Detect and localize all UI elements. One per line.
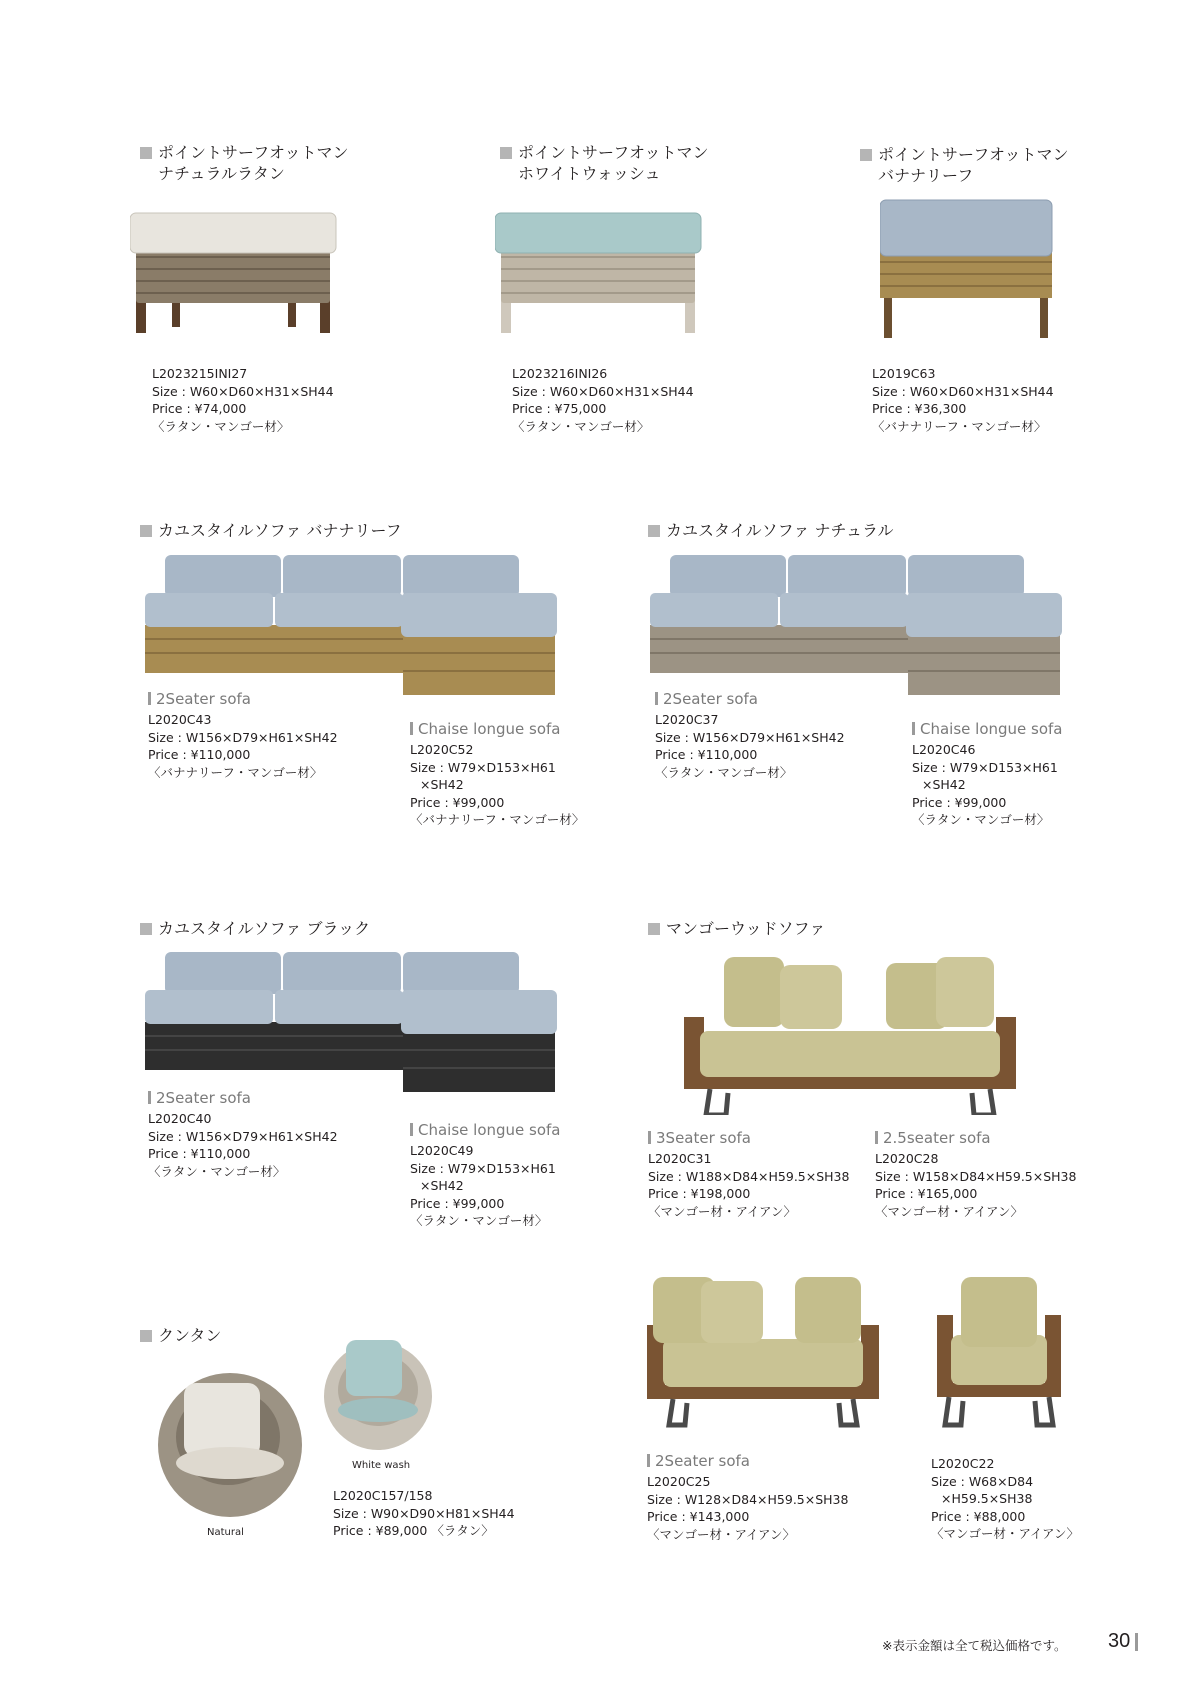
ottoman3-title: ポイントサーフオットマン バナナリーフ xyxy=(860,144,1069,186)
mango-2-5seater-specs: L2020C28 Size : W158×D84×H59.5×SH38 Price : ¥165,000 〈マンゴー材・アイアン〉 xyxy=(875,1151,1077,1219)
kau-natural-2seater-specs: L2020C37 Size : W156×D79×H61×SH42 Price : ¥110,000 〈ラタン・マンゴー材〉 xyxy=(655,712,845,780)
kau-banana-chaise-label: Chaise longue sofa xyxy=(410,719,561,739)
kau-black-chaise-label: Chaise longue sofa xyxy=(410,1120,561,1140)
ottoman2-specs: L2023216INI26 Size : W60×D60×H31×SH44 Price : ¥75,000 〈ラタン・マンゴー材〉 xyxy=(512,366,694,434)
ottoman3-specs: L2019C63 Size : W60×D60×H31×SH44 Price : ¥36,300 〈バナナリーフ・マンゴー材〉 xyxy=(872,366,1054,434)
ottoman1-title: ポイントサーフオットマン ナチュラルラタン xyxy=(140,142,349,184)
page-number: 30 xyxy=(1108,1630,1131,1652)
ottoman1-specs: L2023215INI27 Size : W60×D60×H31×SH44 Price : ¥74,000 〈ラタン・マンゴー材〉 xyxy=(152,366,334,434)
kuntan-white-image xyxy=(320,1328,440,1458)
kau-banana-2seater-specs: L2020C43 Size : W156×D79×H61×SH42 Price : ¥110,000 〈バナナリーフ・マンゴー材〉 xyxy=(148,712,338,780)
mango-1seater-specs: L2020C22 Size : W68×D84 ×H59.5×SH38 Price : ¥88,000 〈マンゴー材・アイアン〉 xyxy=(931,1456,1080,1541)
mango-1seater-image xyxy=(935,1275,1065,1430)
kuntan-white-caption: White wash xyxy=(352,1460,411,1471)
kau-black-2seater-label: 2Seater sofa xyxy=(148,1088,251,1108)
mango-3seater-label: 3Seater sofa xyxy=(648,1128,751,1148)
mango-3seater-image xyxy=(680,955,1020,1115)
kau-natural-image xyxy=(650,553,1070,703)
kau-natural-chaise-specs: L2020C46 Size : W79×D153×H61 ×SH42 Price : ¥99,000 〈ラタン・マンゴー材〉 xyxy=(912,742,1058,827)
kuntan-natural-image xyxy=(150,1355,310,1525)
mango-2seater-label: 2Seater sofa xyxy=(647,1451,750,1471)
ottoman1-image xyxy=(130,205,360,345)
kuntan-title: クンタン xyxy=(140,1325,221,1346)
kau-natural-chaise-label: Chaise longue sofa xyxy=(912,719,1063,739)
kau-black-chaise-specs: L2020C49 Size : W79×D153×H61 ×SH42 Price : ¥99,000 〈ラタン・マンゴー材〉 xyxy=(410,1143,556,1228)
mango-2seater-specs: L2020C25 Size : W128×D84×H59.5×SH38 Price : ¥143,000 〈マンゴー材・アイアン〉 xyxy=(647,1474,849,1542)
page-number-bar xyxy=(1135,1633,1138,1651)
kuntan-natural-caption: Natural xyxy=(207,1527,244,1538)
ottoman2-title: ポイントサーフオットマン ホワイトウォッシュ xyxy=(500,142,709,184)
mango-3seater-specs: L2020C31 Size : W188×D84×H59.5×SH38 Price : ¥198,000 〈マンゴー材・アイアン〉 xyxy=(648,1151,850,1219)
tax-note: ※表示金額は全て税込価格です。 xyxy=(882,1638,1067,1653)
kau-banana-2seater-label: 2Seater sofa xyxy=(148,689,251,709)
kau-banana-title: カユスタイルソファ バナナリーフ xyxy=(140,520,402,541)
ottoman2-image xyxy=(495,205,725,345)
kau-banana-image xyxy=(145,553,565,703)
kau-natural-2seater-label: 2Seater sofa xyxy=(655,689,758,709)
kau-black-title: カユスタイルソファ ブラック xyxy=(140,918,370,939)
kau-natural-title: カユスタイルソファ ナチュラル xyxy=(648,520,894,541)
kau-black-2seater-specs: L2020C40 Size : W156×D79×H61×SH42 Price : ¥110,000 〈ラタン・マンゴー材〉 xyxy=(148,1111,338,1179)
ottoman3-image xyxy=(880,198,1070,348)
mango-2-5seater-label: 2.5seater sofa xyxy=(875,1128,991,1148)
mango-title: マンゴーウッドソファ xyxy=(648,918,825,939)
kau-black-image xyxy=(145,950,565,1100)
kau-banana-chaise-specs: L2020C52 Size : W79×D153×H61 ×SH42 Price : ¥99,000 〈バナナリーフ・マンゴー材〉 xyxy=(410,742,585,827)
mango-2seater-image xyxy=(643,1275,883,1430)
kuntan-specs: L2020C157/158 Size : W90×D90×H81×SH44 Price : ¥89,000 〈ラタン〉 xyxy=(333,1488,515,1538)
